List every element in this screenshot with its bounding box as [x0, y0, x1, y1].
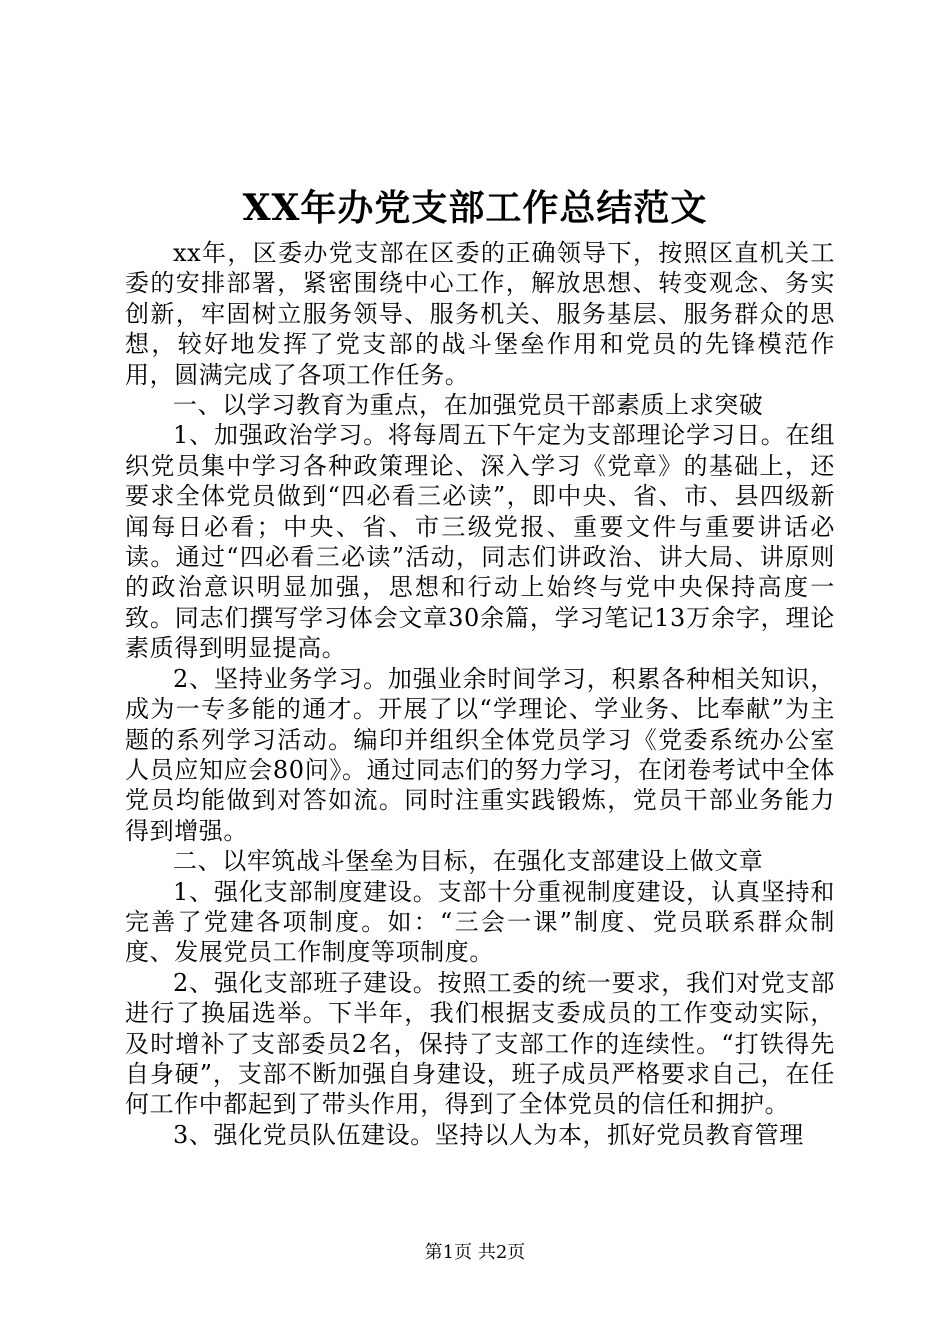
paragraph-team-building: 2、强化支部班子建设。按照工委的统一要求，我们对党支部进行了换届选举。下半年，我们根据支委成员的工作变动实际，及时增补了支部委员2名，保持了支部工作的连续性。“打铁得先自身硬”，支部不断加强自身建设，班子成员严格要求自己，在任何工作中都起到了带头作用，得到了全体党员的信任和拥护。 — [125, 968, 835, 1119]
document-title: XX年办党支部工作总结范文 — [242, 187, 708, 229]
paragraph-political-study: 1、加强政治学习。将每周五下午定为支部理论学习日。在组织党员集中学习各种政策理论、深入学习《党章》的基础上，还要求全体党员做到“四必看三必读”，即中央、省、市、县四级新闻每日必看；中央、省、市三级党报、重要文件与重要讲话必读。通过“四必看三必读”活动，同志们讲政治、讲大局、讲原则的政治意识明显加强，思想和行动上始终与党中央保持高度一致。同志们撰写学习体会文章30余篇，学习笔记13万余字，理论素质得到明显提高。 — [125, 421, 835, 663]
document-body — [125, 238, 835, 1150]
section-heading-2: 二、以牢筑战斗堡垒为目标，在强化支部建设上做文章 — [173, 847, 764, 876]
section-heading-1: 一、以学习教育为重点，在加强党员干部素质上求突破 — [173, 391, 764, 420]
paragraph-business-study: 2、坚持业务学习。加强业余时间学习，积累各种相关知识，成为一专多能的通才。开展了以“学理论、学业务、比奉献”为主题的系列学习活动。编印并组织全体党员学习《党委系统办公室人员应知应会80问》。通过同志们的努力学习，在闭卷考试中全体党员均能做到对答如流。同时注重实践锻炼，党员干部业务能力得到增强。 — [125, 664, 835, 845]
paragraph-system-building: 1、强化支部制度建设。支部十分重视制度建设，认真坚持和完善了党建各项制度。如：“三会一课”制度、党员联系群众制度、发展党员工作制度等项制度。 — [125, 877, 835, 967]
paragraph-intro: xx年，区委办党支部在区委的正确领导下，按照区直机关工委的安排部署，紧密围绕中心工作，解放思想、转变观念、务实创新，牢固树立服务领导、服务机关、服务基层、服务群众的思想，较好地发挥了党支部的战斗堡垒作用和党员的先锋模范作用，圆满完成了各项工作任务。 — [125, 239, 835, 389]
paragraph-member-building: 3、强化党员队伍建设。坚持以人为本，抓好党员教育管理 — [173, 1120, 804, 1149]
page-footer: 第1页 共2页 — [424, 1242, 526, 1263]
